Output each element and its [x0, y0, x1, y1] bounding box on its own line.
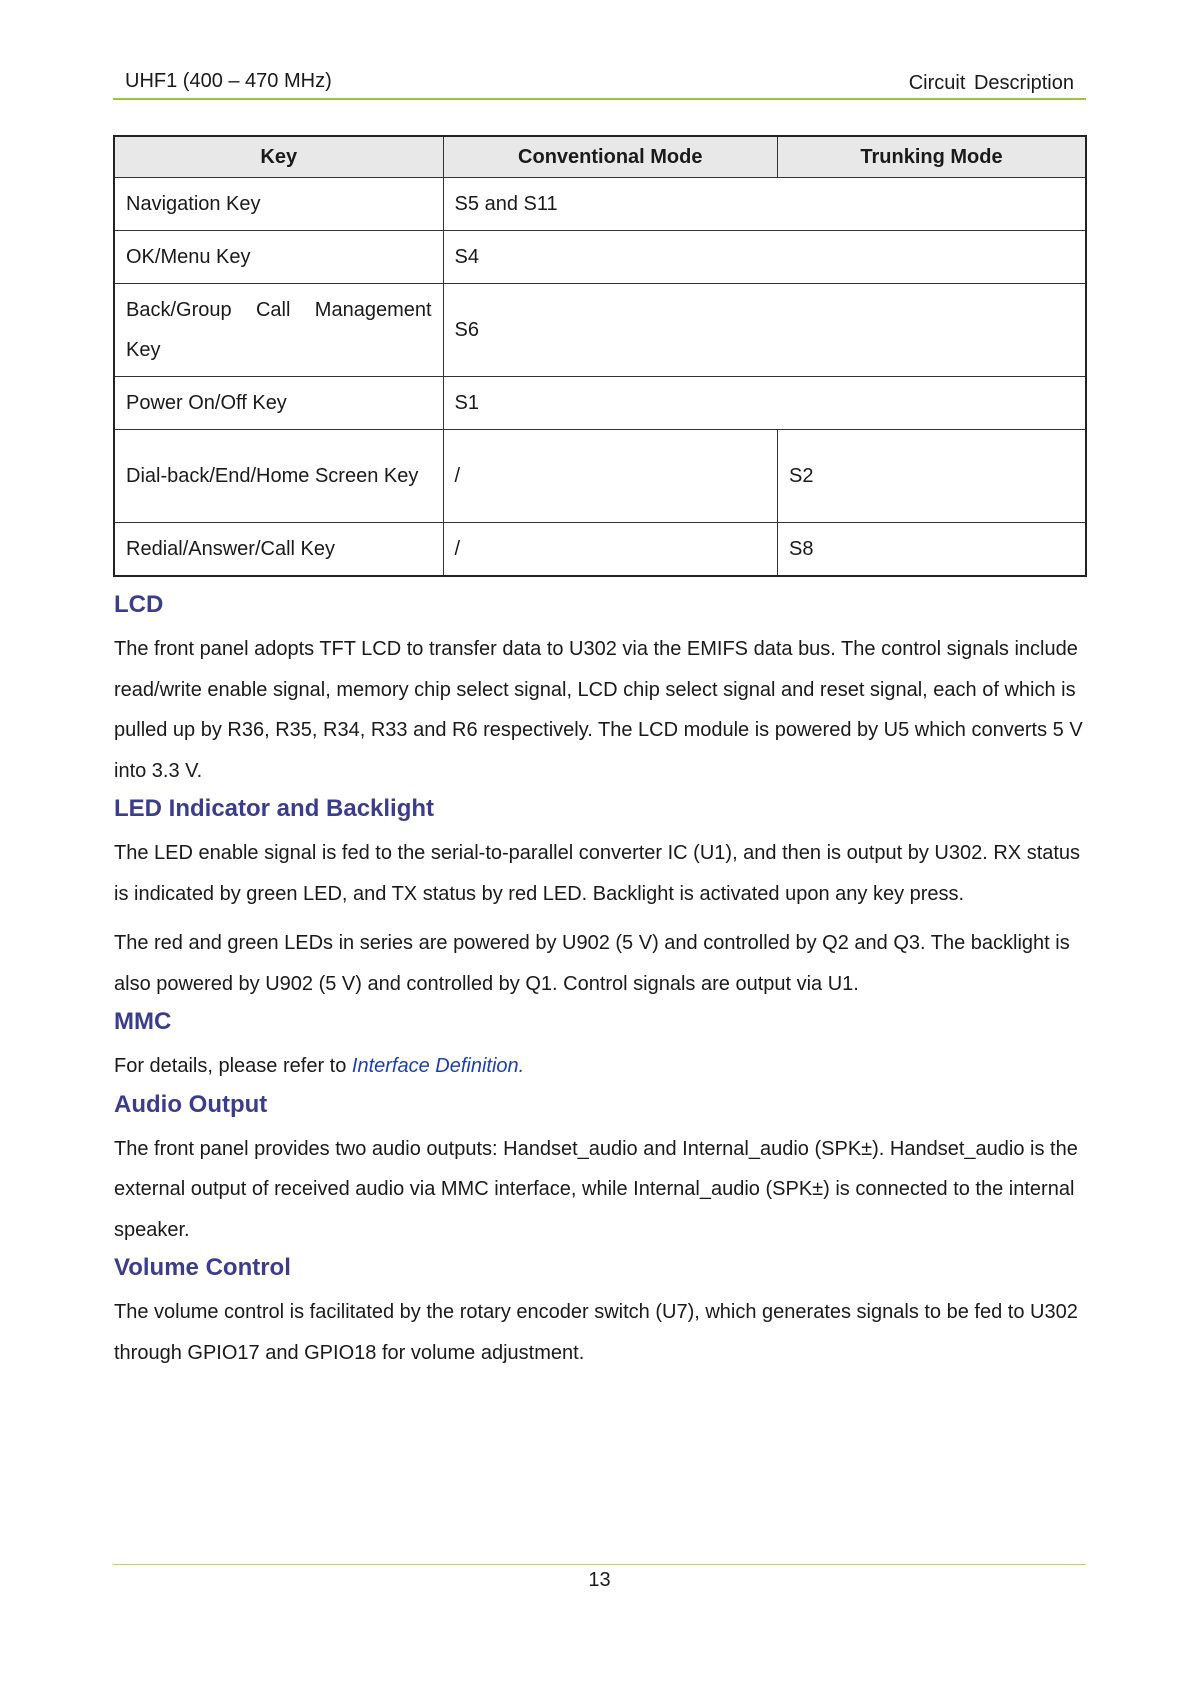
key-name-cell: Dial-back/End/Home Screen Key	[114, 430, 443, 523]
section-heading: Volume Control	[114, 1254, 291, 1281]
section-heading: LCD	[114, 591, 164, 618]
section-paragraph: The volume control is facilitated by the rotary encoder switch (U7), which generates signals to be fed to U302 through GPIO17 and GPIO18 for volume adjustment.	[114, 1301, 1078, 1364]
key-value-cell: S4	[443, 231, 1086, 284]
table-row	[114, 284, 1086, 377]
key-mapping-table	[113, 135, 1087, 577]
column-header-trunking: Trunking Mode	[778, 136, 1087, 178]
section-audio-output	[114, 1087, 1086, 1251]
section-paragraph	[114, 1046, 1086, 1087]
section-paragraph: The front panel adopts TFT LCD to transfer data to U302 via the EMIFS data bus. The control signals include read/write enable signal, memory chip select signal, LCD chip select signal and reset signal, each of which is pulled up by R36, R35, R34, R33 and R6 respectively. The LCD module is powered by U5 which converts 5 V into 3.3 V.	[114, 638, 1083, 782]
section-mmc	[114, 1004, 1086, 1087]
section-paragraph: The red and green LEDs in series are powered by U902 (5 V) and controlled by Q2 and Q3. The backlight is also powered by U902 (5 V) and controlled by Q1. Control signals are output via U1.	[114, 932, 1070, 995]
column-header-conventional: Conventional Mode	[443, 136, 777, 178]
table-header-row	[114, 136, 1086, 178]
key-value-cell: S6	[443, 284, 1086, 377]
header-product: UHF1 (400 – 470 MHz)	[125, 70, 332, 92]
main-content	[114, 587, 1086, 1373]
table-row	[114, 231, 1086, 284]
key-name-cell: Navigation Key	[114, 178, 443, 231]
key-name-cell: Power On/Off Key	[114, 377, 443, 430]
column-header-key: Key	[114, 136, 443, 178]
section-heading: MMC	[114, 1008, 172, 1035]
trunking-value-cell: S8	[778, 523, 1087, 577]
key-value-cell: S5 and S11	[443, 178, 1086, 231]
section-lcd	[114, 587, 1086, 791]
section-led-backlight	[114, 791, 1086, 1004]
table-row	[114, 430, 1086, 523]
table-row	[114, 523, 1086, 577]
key-name-cell: Back/Group Call Management Key	[114, 284, 443, 377]
trunking-value-cell: S2	[778, 430, 1087, 523]
key-name-cell: OK/Menu Key	[114, 231, 443, 284]
interface-definition-link[interactable]: Interface Definition.	[351, 1055, 525, 1077]
page-footer	[113, 1564, 1086, 1592]
section-volume-control	[114, 1250, 1086, 1373]
conventional-value-cell: /	[443, 430, 777, 523]
paragraph-text: For details, please refer to	[114, 1055, 352, 1077]
key-name-cell: Redial/Answer/Call Key	[114, 523, 443, 577]
header-section: Circuit Description	[908, 72, 1074, 94]
page-header	[113, 68, 1086, 100]
section-heading: Audio Output	[114, 1090, 268, 1118]
conventional-value-cell: /	[443, 523, 777, 577]
section-paragraph: The LED enable signal is fed to the serial-to-parallel converter IC (U1), and then is output by U302. RX status is indicated by green LED, and TX status by red LED. Backlight is activated upon any key press.	[114, 842, 1081, 905]
section-paragraph: The front panel provides two audio outputs: Handset_audio and Internal_audio (SPK±). Handset_audio is the external output of received audio via MMC interface, while Internal_audio (SPK±) is connected to the internal speaker.	[114, 1137, 1078, 1241]
table-row	[114, 377, 1086, 430]
table-row	[114, 178, 1086, 231]
section-heading: LED Indicator and Backlight	[114, 795, 435, 822]
key-value-cell: S1	[443, 377, 1086, 430]
page-number: 13	[588, 1569, 611, 1591]
